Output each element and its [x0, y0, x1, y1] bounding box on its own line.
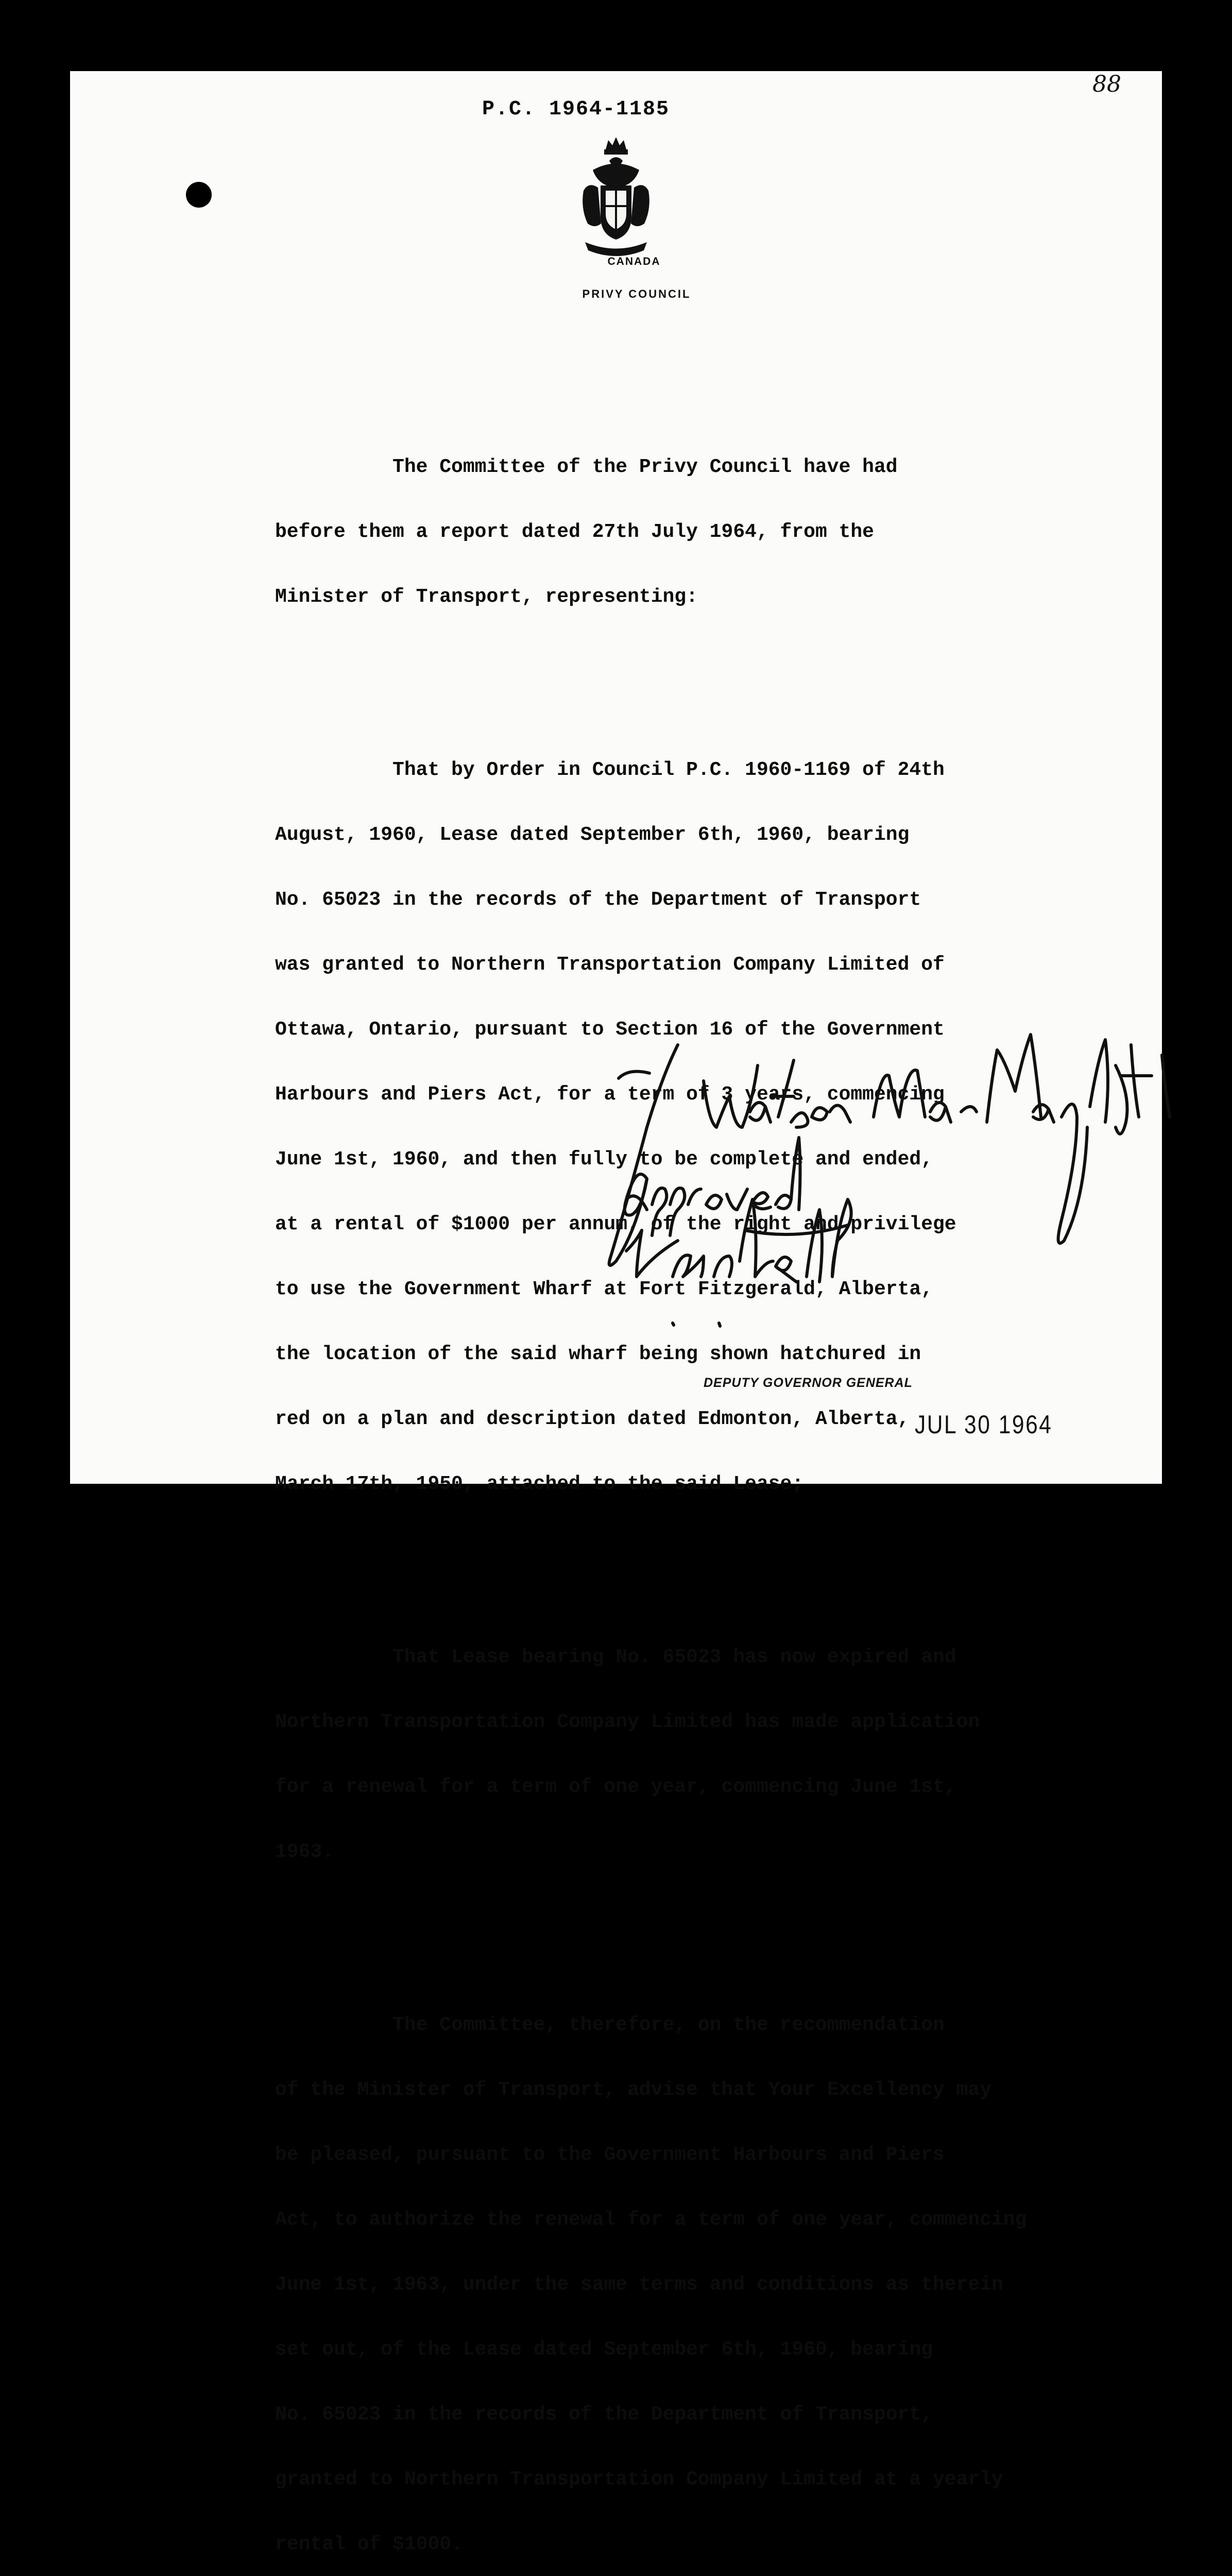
text-line: at a rental of $1000 per annum, of the right and privilege	[275, 1213, 956, 1235]
deputy-governor-general-stamp: DEPUTY GOVERNOR GENERAL	[704, 1376, 913, 1390]
page-number: 88	[1092, 71, 1121, 97]
paragraph-recommendation	[275, 1971, 1161, 2576]
text-line: That Lease bearing No. 65023 has now expired and	[275, 1646, 956, 1668]
text-line: to use the Government Wharf at Fort Fitzgerald, Alberta,	[275, 1278, 933, 1300]
text-line: 1963.	[275, 1841, 334, 1863]
text-line: That by Order in Council P.C. 1960-1169 of 24th	[275, 759, 945, 781]
text-line: No. 65023 in the records of the Department of Transport	[275, 889, 921, 911]
text-line: be pleased, pursuant to the Government Harbours and Piers	[275, 2144, 945, 2166]
text-line: June 1st, 1963, under the same terms and conditions as therein	[275, 2274, 1003, 2296]
text-line: The Committee of the Privy Council have had	[275, 456, 898, 478]
text-line: red on a plan and description dated Edmonton, Alberta,	[275, 1408, 910, 1430]
punch-hole-icon	[186, 182, 212, 208]
country-label: CANADA	[607, 256, 661, 267]
paragraph-expiry	[275, 1603, 1161, 1906]
text-line: for a renewal for a term of one year, commencing June 1st,	[275, 1776, 956, 1798]
text-line: the location of the said wharf being shown hatchured in	[275, 1343, 921, 1365]
text-line: March 17th, 1950, attached to the said Lease;	[275, 1473, 804, 1495]
canada-coat-of-arms-icon	[577, 134, 655, 312]
text-line: The Committee, therefore, on the recommendation	[275, 2014, 945, 2036]
department-label: PRIVY COUNCIL	[582, 287, 691, 300]
text-line: Ottawa, Ontario, pursuant to Section 16 of the Government	[275, 1019, 945, 1041]
order-body	[275, 370, 1161, 2576]
paragraph-intro	[275, 413, 1161, 651]
text-line: Northern Transportation Company Limited has made application	[275, 1711, 980, 1733]
text-line: granted to Northern Transportation Company Limited at a yearly	[275, 2468, 1003, 2490]
text-line: August, 1960, Lease dated September 6th, 1960, bearing	[275, 824, 910, 846]
text-line: rental of $1000.	[275, 2533, 463, 2555]
text-line: before them a report dated 27th July 1964, from the	[275, 521, 874, 543]
text-line: was granted to Northern Transportation Company Limited of	[275, 954, 945, 976]
text-line: No. 65023 in the records of the Department of Transport,	[275, 2403, 933, 2426]
text-line: June 1st, 1960, and then fully to be complete and ended,	[275, 1148, 933, 1171]
text-line: Minister of Transport, representing:	[275, 586, 698, 608]
text-line: set out, of the Lease dated September 6th, 1960, bearing	[275, 2338, 933, 2361]
text-line: of the Minister of Transport, advise that Your Excellency may	[275, 2079, 992, 2101]
text-line: Act, to authorize the renewal for a term of one year, commencing	[275, 2209, 1027, 2231]
date-stamp: JUL 30 1964	[915, 1410, 1053, 1439]
document-page	[70, 71, 1162, 2555]
order-in-council-number: P.C. 1964-1185	[482, 98, 670, 121]
handwritten-signatures	[595, 1035, 1208, 1313]
text-line: Harbours and Piers Act, for a term of 3 years, commencing	[275, 1083, 945, 1106]
